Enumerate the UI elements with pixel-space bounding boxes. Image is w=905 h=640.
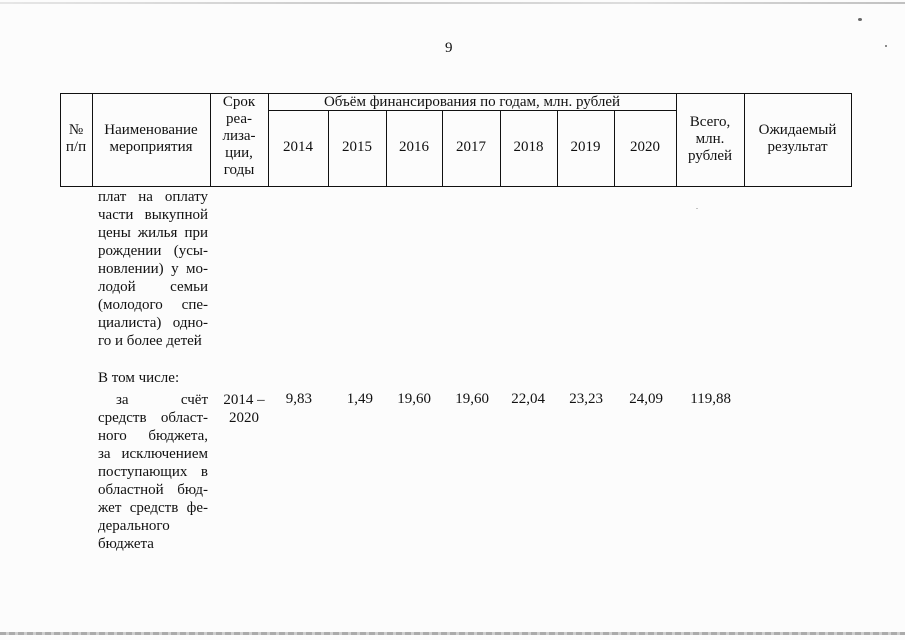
text-line: бюджета [98,536,154,552]
text-line: поступающих в [98,464,208,480]
value-2015: 1,49 [346,391,373,407]
continuation-text [98,188,208,350]
header-year: 2018 [513,139,544,155]
scan-edge-bottom [0,632,905,635]
text-line: (молодого спе- [98,297,208,313]
text-line: областной бюд- [98,482,208,498]
text-line: рождении (усы- [98,243,208,259]
header-term: Срок реа- лиза- ции, годы [222,94,256,178]
text-line: плат на оплату [98,189,208,205]
header-funding-title: Объём финансирования по годам, млн. рублей [323,94,621,110]
including-label: В том числе: [98,370,180,386]
scan-edge-top [0,2,905,4]
scan-speck [858,18,862,21]
text-line: жет средств фе- [98,500,208,516]
text-line: за счёт [116,392,208,408]
value-2017: 19,60 [455,391,489,407]
scan-speck [885,45,887,47]
header-name: Наименование мероприятия [104,122,198,155]
value-2020: 24,09 [629,391,663,407]
text-line: части выкупной [98,207,208,223]
table-header [60,93,852,187]
header-num: № п/п [65,122,87,155]
value-2016: 19,60 [397,391,431,407]
text-line: ного бюджета, [98,428,208,444]
sub-item-term: 2014 – 2020 [223,392,265,426]
header-year: 2017 [456,139,486,155]
sub-item-name [98,391,208,553]
header-bottom-border [60,186,852,187]
header-year: 2016 [399,139,429,155]
value-2014: 9,83 [285,391,312,407]
scan-speck [696,208,698,209]
text-line: го и более детей [98,333,202,349]
header-year: 2020 [630,139,660,155]
header-result: Ожидаемый результат [758,122,837,155]
header-year: 2014 [283,139,313,155]
text-line: лодой семьи [98,279,208,295]
text-line: цены жилья при [98,225,208,241]
value-total: 119,88 [690,391,731,407]
header-year: 2015 [342,139,372,155]
page-number: 9 [445,40,453,56]
text-line: циалиста) одно- [98,315,208,331]
value-2019: 23,23 [569,391,603,407]
col-border [851,93,852,187]
header-total: Всего, млн. рублей [687,114,733,164]
text-line: дерального [98,518,170,534]
text-line: средств област- [98,410,208,426]
header-year: 2019 [570,139,601,155]
text-line: новлении) у мо- [98,261,208,277]
text-line: за исключением [98,446,208,462]
value-2018: 22,04 [511,391,545,407]
